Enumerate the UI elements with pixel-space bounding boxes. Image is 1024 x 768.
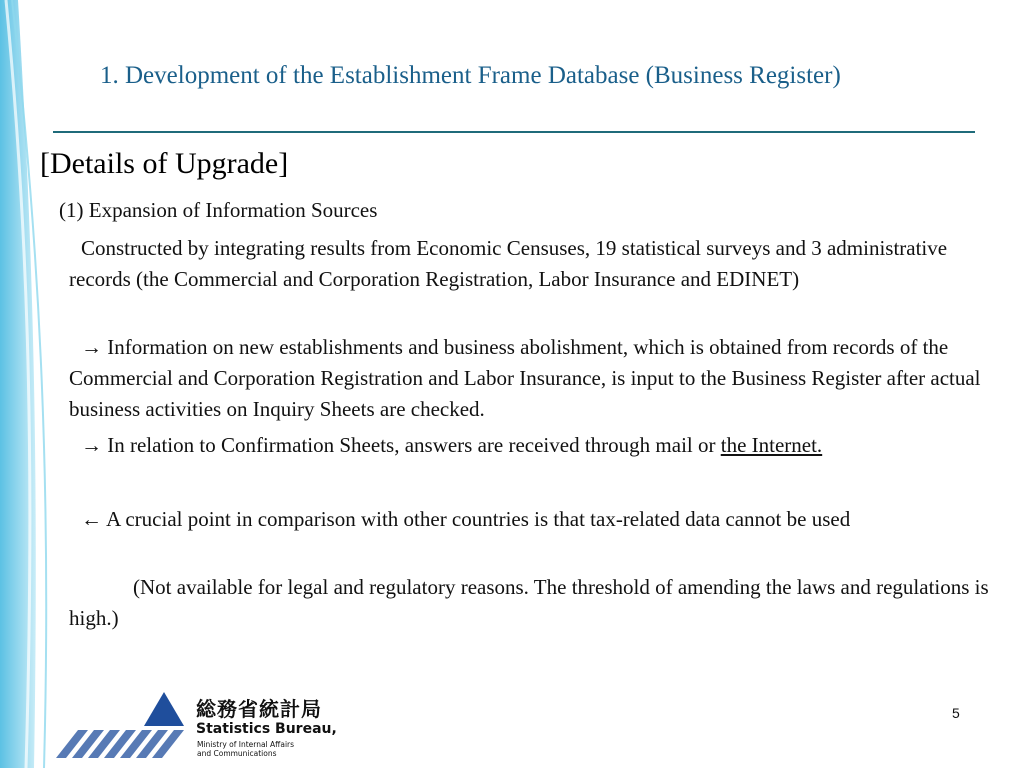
logo-subtitle xyxy=(197,740,294,758)
subheading: (1) Expansion of Information Sources xyxy=(59,198,378,222)
left-decoration xyxy=(0,0,60,768)
paragraph-legal-note: (Not available for legal and regulatory reasons. The threshold of amending the laws and regulations is high.) xyxy=(69,575,989,630)
title-divider xyxy=(53,131,975,133)
internet-link[interactable]: the Internet. xyxy=(720,433,823,457)
section-heading: [Details of Upgrade] xyxy=(40,147,289,180)
paragraph-tax-data: ← A crucial point in comparison with other countries is that tax-related data cannot be used xyxy=(81,507,851,531)
logo-subtitle-line-2: and Communications xyxy=(197,749,277,758)
paragraph-new-establishments: → Information on new establishments and business abolishment, which is obtained from records of the Commercial and Corporation Registration and Labor Insurance, is input to the Business Register after actual business activities on Inquiry Sheets are checked. xyxy=(69,335,981,421)
logo-subtitle-line-1: Ministry of Internal Affairs xyxy=(197,740,295,749)
logo-text-english: Statistics Bureau, xyxy=(196,721,337,737)
page-number: 5 xyxy=(952,705,960,721)
slide-title: 1. Development of the Establishment Frame Database (Business Register) xyxy=(100,62,841,89)
paragraph-text: → In relation to Confirmation Sheets, answers are received through mail or xyxy=(81,433,721,457)
logo-text-japanese: 総務省統計局 xyxy=(196,697,322,721)
paragraph-confirmation-sheets xyxy=(69,430,999,461)
paragraph-information-sources: Constructed by integrating results from Economic Censuses, 19 statistical surveys and 3 administrative records (the Commercial and Corporation Registration, Labor Insurance and EDINET) xyxy=(69,236,948,291)
